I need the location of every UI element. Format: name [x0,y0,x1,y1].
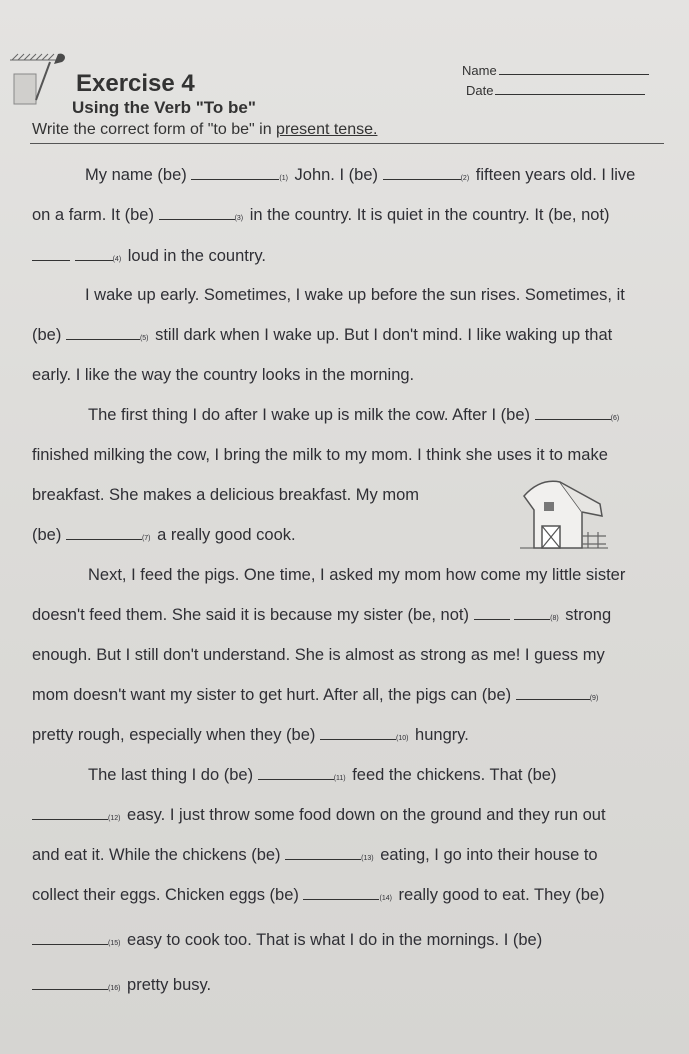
page-subtitle: Using the Verb "To be" [72,98,256,117]
passage-line: mom doesn't want my sister to get hurt. After all, the pigs can (be) (9) [32,686,599,704]
header-divider [30,143,664,144]
date-field[interactable] [466,83,645,98]
answer-blank-13[interactable] [285,847,361,860]
passage-line: (15) easy to cook too. That is what I do in the mornings. I (be) [32,931,542,950]
passage-line: early. I like the way the country looks in the morning. [32,366,415,384]
date-label: Date [466,83,494,98]
name-blank[interactable] [499,74,649,75]
instruction-text: Write the correct form of "to be" in [32,121,277,138]
passage-line: collect their eggs. Chicken eggs (be) (14) really good to eat. They (be) [32,886,605,904]
passage-line: The last thing I do (be) (11) feed the chickens. That (be) [88,766,557,784]
passage-line: and eat it. While the chickens (be) (13) eating, I go into their house to [32,846,598,864]
answer-blank-4a[interactable] [32,248,70,261]
answer-blank-8b[interactable] [514,607,550,620]
name-field[interactable] [462,63,649,78]
barn-icon [520,476,608,554]
name-label: Name [462,63,497,78]
answer-blank-8a[interactable] [474,607,510,620]
passage-line: doesn't feed them. She said it is because my sister (be, not) (8) strong [32,606,612,624]
answer-blank-7[interactable] [66,527,142,540]
passage-line: The first thing I do after I wake up is milk the cow. After I (be) (6) [88,406,620,424]
date-blank[interactable] [495,94,645,95]
passage-line: Next, I feed the pigs. One time, I asked my mom how come my little sister [88,566,626,584]
passage-line: My name (be) (1) John. I (be) (2) fifteen years old. I live [85,166,636,184]
answer-blank-10[interactable] [320,727,396,740]
answer-blank-3[interactable] [159,207,235,220]
pencil-icon [4,48,74,108]
passage-line: pretty rough, especially when they (be) (10) hungry. [32,726,469,744]
answer-blank-11[interactable] [258,767,334,780]
answer-blank-14[interactable] [303,887,379,900]
passage-line: on a farm. It (be) (3) in the country. It is quiet in the country. It (be, not) [32,206,610,224]
instruction-emphasis: present tense. [276,121,378,138]
instruction [32,121,377,139]
passage-line: breakfast. She makes a delicious breakfast. My mom [32,486,419,504]
answer-blank-12[interactable] [32,807,108,820]
answer-blank-1[interactable] [191,167,279,180]
answer-blank-5[interactable] [66,327,140,340]
passage-line: finished milking the cow, I bring the milk to my mom. I think she uses it to make [32,446,608,464]
answer-blank-16[interactable] [32,977,108,990]
passage-line: (12) easy. I just throw some food down on the ground and they run out [32,806,606,825]
page-title: Exercise 4 [76,70,195,97]
answer-blank-4b[interactable] [75,248,113,261]
passage-line: (be) (5) still dark when I wake up. But I don't mind. I like waking up that [32,326,613,344]
answer-blank-9[interactable] [516,687,590,700]
passage-line: (16) pretty busy. [32,976,211,995]
answer-blank-2[interactable] [383,167,461,180]
passage-line: enough. But I still don't understand. She is almost as strong as me! I guess my [32,646,605,664]
answer-blank-15[interactable] [32,932,108,945]
passage-line: (be) (7) a really good cook. [32,526,296,544]
answer-blank-6[interactable] [535,407,611,420]
passage-line: I wake up early. Sometimes, I wake up before the sun rises. Sometimes, it [85,286,625,304]
passage-line: (4) loud in the country. [32,247,266,266]
